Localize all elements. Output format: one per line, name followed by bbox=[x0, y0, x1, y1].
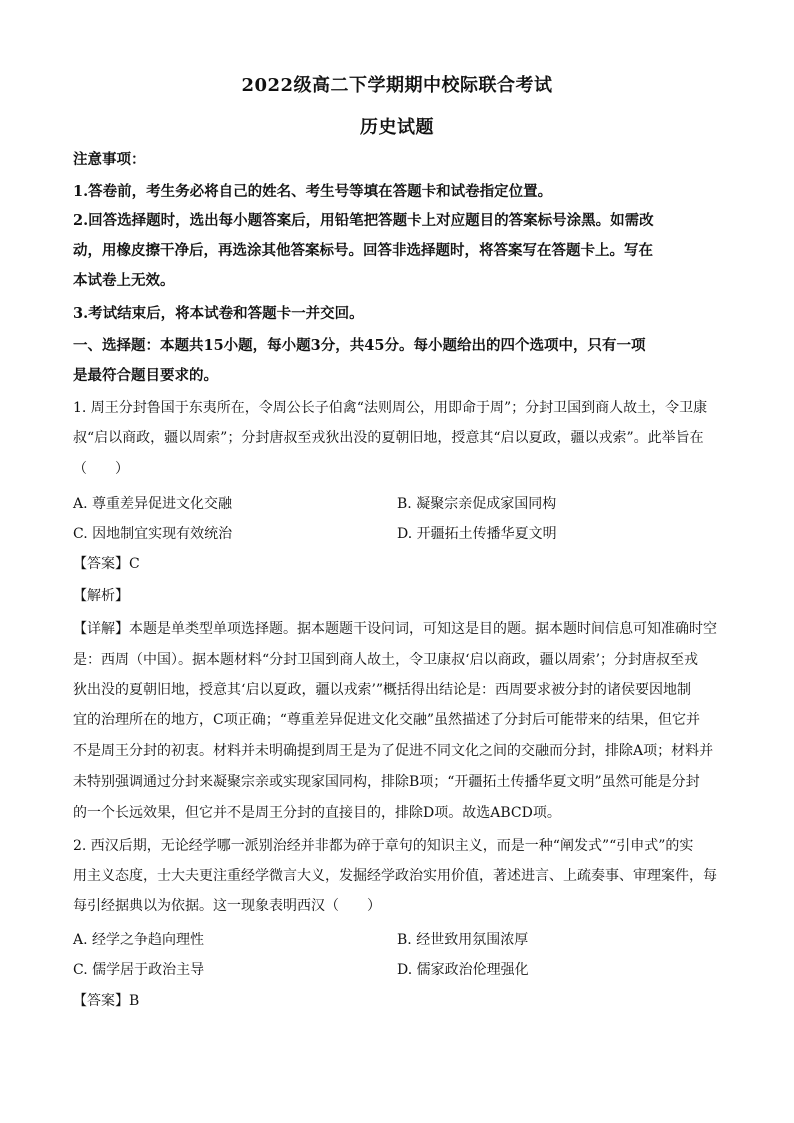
exam-subtitle: 历史试题 bbox=[360, 117, 434, 138]
q2-stem-line-2: 用主义态度，士大夫更注重经学微言大义，发掘经学政治实用价值，著述进言、上疏奏事、审理案件，每 bbox=[73, 868, 717, 884]
q2-answer-value: B bbox=[129, 993, 140, 1009]
section-heading-line-1: 一、选择题：本题共15小题，每小题3分，共45分。每小题给出的四个选项中，只有一项 bbox=[73, 337, 646, 354]
q1-analysis-tag: 【解析】 bbox=[73, 588, 129, 604]
q1-option-d: D. 开疆拓土传播华夏文明 bbox=[397, 526, 557, 542]
q2-option-a: A. 经学之争趋向理性 bbox=[73, 932, 205, 948]
q1-detail-line-7: 的一个长远效果，但它并不是周王分封的直接目的，排除D项。故选ABCD项。 bbox=[73, 805, 561, 821]
q1-detail-line-3: 狄出没的夏朝旧地，授意其‘启以夏政，疆以戎索’”概括得出结论是：西周要求被分封的诸侯要因地制 bbox=[73, 682, 692, 698]
q1-option-b: B. 凝聚宗亲促成家国同构 bbox=[397, 496, 557, 512]
notice-item-2-line-3: 本试卷上无效。 bbox=[73, 272, 175, 289]
q1-detail-line-2: 是：西周（中国）。据本题材料“分封卫国到商人故土，令卫康叔‘启以商政，疆以周索’；分封唐叔至戎 bbox=[73, 652, 699, 668]
q1-stem-line-2: 叔“启以商政，疆以周索”；分封唐叔至戎狄出没的夏朝旧地，授意其“启以夏政，疆以戎索”。此举旨在 bbox=[73, 430, 704, 446]
q2-stem-line-3: 每引经据典以为依据。这一现象表明西汉（ ） bbox=[73, 898, 381, 914]
q1-option-a: A. 尊重差异促进文化交融 bbox=[73, 496, 233, 512]
notice-item-2-line-1: 2.回答选择题时，选出每小题答案后，用铅笔把答题卡上对应题目的答案标号涂黑。如需改 bbox=[73, 212, 654, 229]
q1-stem-line-1: 1. 周王分封鲁国于东夷所在，令周公长子伯禽“法则周公，用即命于周”；分封卫国到商人故土，令卫康 bbox=[73, 400, 708, 416]
answer-tag: 【答案】 bbox=[73, 556, 129, 572]
notice-item-1: 1.答卷前，考生务必将自己的姓名、考生号等填在答题卡和试卷指定位置。 bbox=[73, 183, 553, 200]
q2-stem-line-1: 2. 西汉后期，无论经学哪一派别治经并非都为碎于章句的知识主义，而是一种“阐发式”“引申式”的实 bbox=[73, 838, 694, 854]
detail-tag: 【详解】 bbox=[73, 621, 129, 637]
exam-title: 2022级高二下学期期中校际联合考试 bbox=[241, 75, 553, 96]
q1-option-c: C. 因地制宜实现有效统治 bbox=[73, 526, 233, 542]
q1-detail-line-1 bbox=[73, 619, 721, 639]
q1-detail-text-1: 本题是单类型单项选择题。据本题题干设问词，可知这是目的题。据本题时间信息可知准确时空 bbox=[129, 621, 717, 637]
q2-option-b: B. 经世致用氛围浓厚 bbox=[397, 932, 529, 948]
notice-item-2-line-2: 动，用橡皮擦干净后，再选涂其他答案标号。回答非选择题时，将答案写在答题卡上。写在 bbox=[73, 242, 653, 259]
q1-detail-line-6: 未特别强调通过分封来凝聚宗亲或实现家国同构，排除B项；“开疆拓土传播华夏文明”虽然可能是分封 bbox=[73, 774, 700, 790]
q1-detail-line-5: 不是周王分封的初衷。材料并未明确提到周王是为了促进不同文化之间的交融而分封，排除A项；材料并 bbox=[73, 743, 714, 759]
answer-tag: 【答案】 bbox=[73, 993, 129, 1009]
q1-stem-line-3: （ ） bbox=[73, 461, 129, 477]
q2-option-d: D. 儒家政治伦理强化 bbox=[397, 962, 529, 978]
q1-answer bbox=[73, 554, 721, 574]
section-heading-line-2: 是最符合题目要求的。 bbox=[73, 367, 218, 384]
q1-answer-value: C bbox=[129, 556, 140, 572]
notice-heading: 注意事项： bbox=[73, 151, 146, 168]
notice-item-3: 3.考试结束后，将本试卷和答题卡一并交回。 bbox=[73, 305, 364, 322]
q1-detail-line-4: 宜的治理所在的地方，C项正确；“尊重差异促进文化交融”虽然描述了分封后可能带来的结果，但它并 bbox=[73, 712, 701, 728]
q2-answer bbox=[73, 991, 721, 1011]
q2-option-c: C. 儒学居于政治主导 bbox=[73, 962, 205, 978]
